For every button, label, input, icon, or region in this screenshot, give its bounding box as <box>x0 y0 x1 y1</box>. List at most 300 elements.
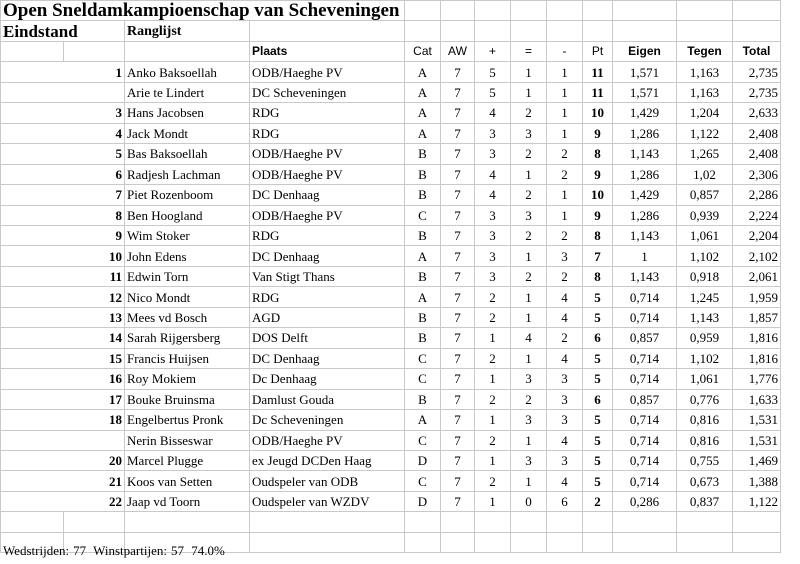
losses-cell[interactable]: 1 <box>547 82 583 102</box>
games-cell[interactable]: 7 <box>441 287 475 307</box>
club-cell[interactable]: DC Denhaag <box>250 185 405 205</box>
losses-cell[interactable]: 3 <box>547 450 583 470</box>
empty-cell[interactable] <box>733 532 781 552</box>
games-cell[interactable]: 7 <box>441 225 475 245</box>
category-cell[interactable]: A <box>405 287 441 307</box>
wins-cell[interactable]: 3 <box>475 144 511 164</box>
tegen-cell[interactable]: 0,816 <box>677 430 733 450</box>
draws-cell[interactable]: 2 <box>511 389 547 409</box>
club-cell[interactable]: Damlust Gouda <box>250 389 405 409</box>
losses-cell[interactable]: 6 <box>547 491 583 511</box>
wins-cell[interactable]: 3 <box>475 123 511 143</box>
wins-cell[interactable]: 2 <box>475 287 511 307</box>
games-cell[interactable]: 7 <box>441 410 475 430</box>
draws-cell[interactable]: 1 <box>511 287 547 307</box>
tegen-cell[interactable]: 1,122 <box>677 123 733 143</box>
rank-cell[interactable]: 4 <box>1 123 125 143</box>
points-cell[interactable]: 5 <box>583 287 613 307</box>
games-cell[interactable]: 7 <box>441 369 475 389</box>
club-cell[interactable]: RDG <box>250 225 405 245</box>
empty-cell[interactable] <box>583 532 613 552</box>
player-name-cell[interactable]: Edwin Torn <box>125 266 250 286</box>
games-cell[interactable]: 7 <box>441 450 475 470</box>
games-cell[interactable]: 7 <box>441 471 475 491</box>
player-name-cell[interactable]: Francis Huijsen <box>125 348 250 368</box>
player-name-cell[interactable]: Bas Baksoellah <box>125 144 250 164</box>
club-cell[interactable]: Oudspeler van WZDV <box>250 491 405 511</box>
wins-cell[interactable]: 2 <box>475 430 511 450</box>
eigen-cell[interactable]: 1,571 <box>613 82 677 102</box>
points-cell[interactable]: 11 <box>583 62 613 82</box>
empty-cell[interactable] <box>125 512 250 532</box>
empty-cell[interactable] <box>613 512 677 532</box>
eigen-cell[interactable]: 0,714 <box>613 287 677 307</box>
total-cell[interactable]: 2,286 <box>733 185 781 205</box>
player-name-cell[interactable]: Jack Mondt <box>125 123 250 143</box>
empty-cell[interactable] <box>511 512 547 532</box>
empty-cell[interactable] <box>64 512 125 532</box>
club-cell[interactable]: DC Scheveningen <box>250 82 405 102</box>
tegen-cell[interactable]: 0,918 <box>677 266 733 286</box>
eigen-cell[interactable]: 1,429 <box>613 103 677 123</box>
losses-cell[interactable]: 3 <box>547 410 583 430</box>
wins-cell[interactable]: 3 <box>475 246 511 266</box>
rank-cell[interactable]: 15 <box>1 348 125 368</box>
club-cell[interactable]: Dc Scheveningen <box>250 410 405 430</box>
eigen-cell[interactable]: 0,857 <box>613 328 677 348</box>
losses-cell[interactable]: 4 <box>547 348 583 368</box>
rank-cell[interactable]: 5 <box>1 144 125 164</box>
ranglijst-label[interactable]: Ranglijst <box>125 21 250 41</box>
draws-cell[interactable]: 1 <box>511 62 547 82</box>
club-cell[interactable]: RDG <box>250 103 405 123</box>
tegen-cell[interactable]: 0,939 <box>677 205 733 225</box>
player-name-cell[interactable]: Roy Mokiem <box>125 369 250 389</box>
category-cell[interactable]: B <box>405 144 441 164</box>
points-cell[interactable]: 5 <box>583 369 613 389</box>
eigen-cell[interactable]: 1,143 <box>613 266 677 286</box>
header-aw[interactable]: AW <box>441 41 475 61</box>
rank-cell[interactable] <box>1 430 125 450</box>
total-cell[interactable]: 2,224 <box>733 205 781 225</box>
rank-cell[interactable]: 12 <box>1 287 125 307</box>
games-cell[interactable]: 7 <box>441 144 475 164</box>
eigen-cell[interactable]: 0,714 <box>613 471 677 491</box>
wins-cell[interactable]: 4 <box>475 185 511 205</box>
tegen-cell[interactable]: 1,163 <box>677 62 733 82</box>
total-cell[interactable]: 1,959 <box>733 287 781 307</box>
category-cell[interactable]: B <box>405 164 441 184</box>
header-pt[interactable]: Pt <box>583 41 613 61</box>
draws-cell[interactable]: 1 <box>511 82 547 102</box>
eigen-cell[interactable]: 1,286 <box>613 164 677 184</box>
draws-cell[interactable]: 1 <box>511 246 547 266</box>
total-cell[interactable]: 2,306 <box>733 164 781 184</box>
player-name-cell[interactable]: Sarah Rijgersberg <box>125 328 250 348</box>
points-cell[interactable]: 8 <box>583 144 613 164</box>
player-name-cell[interactable]: Arie te Lindert <box>125 82 250 102</box>
rank-cell[interactable]: 18 <box>1 410 125 430</box>
empty-cell[interactable] <box>250 532 405 552</box>
points-cell[interactable]: 5 <box>583 430 613 450</box>
rank-cell[interactable]: 10 <box>1 246 125 266</box>
rank-cell[interactable]: 9 <box>1 225 125 245</box>
wins-cell[interactable]: 2 <box>475 471 511 491</box>
header-total[interactable]: Total <box>733 41 781 61</box>
losses-cell[interactable]: 4 <box>547 287 583 307</box>
points-cell[interactable]: 5 <box>583 471 613 491</box>
eigen-cell[interactable]: 0,714 <box>613 348 677 368</box>
eigen-cell[interactable]: 0,714 <box>613 410 677 430</box>
points-cell[interactable]: 6 <box>583 328 613 348</box>
club-cell[interactable]: ODB/Haeghe PV <box>250 164 405 184</box>
draws-cell[interactable]: 3 <box>511 410 547 430</box>
total-cell[interactable]: 1,531 <box>733 430 781 450</box>
wins-cell[interactable]: 5 <box>475 82 511 102</box>
draws-cell[interactable]: 2 <box>511 266 547 286</box>
total-cell[interactable]: 1,857 <box>733 307 781 327</box>
category-cell[interactable]: B <box>405 266 441 286</box>
tegen-cell[interactable]: 0,755 <box>677 450 733 470</box>
club-cell[interactable]: RDG <box>250 123 405 143</box>
player-name-cell[interactable]: Marcel Plugge <box>125 450 250 470</box>
rank-cell[interactable]: 21 <box>1 471 125 491</box>
wins-cell[interactable]: 3 <box>475 225 511 245</box>
eigen-cell[interactable]: 1 <box>613 246 677 266</box>
club-cell[interactable]: ODB/Haeghe PV <box>250 205 405 225</box>
tegen-cell[interactable]: 1,163 <box>677 82 733 102</box>
games-cell[interactable]: 7 <box>441 205 475 225</box>
points-cell[interactable]: 5 <box>583 348 613 368</box>
category-cell[interactable]: B <box>405 307 441 327</box>
empty-cell[interactable] <box>733 512 781 532</box>
tegen-cell[interactable]: 1,102 <box>677 246 733 266</box>
total-cell[interactable]: 2,204 <box>733 225 781 245</box>
rank-cell[interactable]: 13 <box>1 307 125 327</box>
losses-cell[interactable]: 2 <box>547 144 583 164</box>
empty-cell[interactable] <box>475 512 511 532</box>
total-cell[interactable]: 1,816 <box>733 328 781 348</box>
player-name-cell[interactable]: Koos van Setten <box>125 471 250 491</box>
draws-cell[interactable]: 1 <box>511 430 547 450</box>
club-cell[interactable]: Dc Denhaag <box>250 369 405 389</box>
eigen-cell[interactable]: 1,143 <box>613 225 677 245</box>
losses-cell[interactable]: 2 <box>547 164 583 184</box>
total-cell[interactable]: 2,102 <box>733 246 781 266</box>
rank-cell[interactable] <box>1 82 125 102</box>
games-cell[interactable]: 7 <box>441 389 475 409</box>
losses-cell[interactable]: 3 <box>547 389 583 409</box>
category-cell[interactable]: A <box>405 123 441 143</box>
tegen-cell[interactable]: 1,02 <box>677 164 733 184</box>
draws-cell[interactable]: 0 <box>511 491 547 511</box>
total-cell[interactable]: 1,388 <box>733 471 781 491</box>
losses-cell[interactable]: 3 <box>547 369 583 389</box>
points-cell[interactable]: 8 <box>583 266 613 286</box>
empty-cell[interactable] <box>547 512 583 532</box>
games-cell[interactable]: 7 <box>441 82 475 102</box>
wins-cell[interactable]: 1 <box>475 410 511 430</box>
empty-cell[interactable] <box>583 512 613 532</box>
rank-cell[interactable]: 8 <box>1 205 125 225</box>
eigen-cell[interactable]: 1,286 <box>613 123 677 143</box>
points-cell[interactable]: 5 <box>583 307 613 327</box>
wins-cell[interactable]: 2 <box>475 307 511 327</box>
player-name-cell[interactable]: Anko Baksoellah <box>125 62 250 82</box>
losses-cell[interactable]: 4 <box>547 430 583 450</box>
eigen-cell[interactable]: 0,714 <box>613 430 677 450</box>
games-cell[interactable]: 7 <box>441 123 475 143</box>
losses-cell[interactable]: 2 <box>547 266 583 286</box>
wins-cell[interactable]: 1 <box>475 328 511 348</box>
games-cell[interactable]: 7 <box>441 246 475 266</box>
losses-cell[interactable]: 1 <box>547 103 583 123</box>
eigen-cell[interactable]: 1,571 <box>613 62 677 82</box>
tegen-cell[interactable]: 0,673 <box>677 471 733 491</box>
rank-cell[interactable]: 11 <box>1 266 125 286</box>
tegen-cell[interactable]: 1,245 <box>677 287 733 307</box>
player-name-cell[interactable]: Nico Mondt <box>125 287 250 307</box>
category-cell[interactable]: B <box>405 225 441 245</box>
rank-cell[interactable]: 16 <box>1 369 125 389</box>
losses-cell[interactable]: 1 <box>547 205 583 225</box>
tegen-cell[interactable]: 1,061 <box>677 225 733 245</box>
player-name-cell[interactable]: Bouke Bruinsma <box>125 389 250 409</box>
draws-cell[interactable]: 2 <box>511 144 547 164</box>
draws-cell[interactable]: 2 <box>511 103 547 123</box>
empty-cell[interactable] <box>677 532 733 552</box>
points-cell[interactable]: 5 <box>583 410 613 430</box>
eigen-cell[interactable]: 0,714 <box>613 450 677 470</box>
empty-cell[interactable] <box>677 512 733 532</box>
wins-cell[interactable]: 5 <box>475 62 511 82</box>
games-cell[interactable]: 7 <box>441 491 475 511</box>
category-cell[interactable]: C <box>405 471 441 491</box>
points-cell[interactable]: 6 <box>583 389 613 409</box>
tegen-cell[interactable]: 0,837 <box>677 491 733 511</box>
header-minus[interactable]: - <box>547 41 583 61</box>
rank-cell[interactable]: 22 <box>1 491 125 511</box>
category-cell[interactable]: D <box>405 450 441 470</box>
rank-cell[interactable]: 14 <box>1 328 125 348</box>
club-cell[interactable]: RDG <box>250 287 405 307</box>
total-cell[interactable]: 1,816 <box>733 348 781 368</box>
header-eigen[interactable]: Eigen <box>613 41 677 61</box>
empty-cell[interactable] <box>475 532 511 552</box>
losses-cell[interactable]: 1 <box>547 62 583 82</box>
header-tegen[interactable]: Tegen <box>677 41 733 61</box>
empty-cell[interactable] <box>441 532 475 552</box>
club-cell[interactable]: AGD <box>250 307 405 327</box>
losses-cell[interactable]: 2 <box>547 328 583 348</box>
club-cell[interactable]: DC Denhaag <box>250 246 405 266</box>
total-cell[interactable]: 2,408 <box>733 144 781 164</box>
eigen-cell[interactable]: 0,714 <box>613 369 677 389</box>
draws-cell[interactable]: 4 <box>511 328 547 348</box>
total-cell[interactable]: 1,633 <box>733 389 781 409</box>
empty-cell[interactable] <box>613 532 677 552</box>
points-cell[interactable]: 11 <box>583 82 613 102</box>
draws-cell[interactable]: 3 <box>511 205 547 225</box>
eigen-cell[interactable]: 0,714 <box>613 307 677 327</box>
empty-cell[interactable] <box>405 532 441 552</box>
wins-cell[interactable]: 1 <box>475 369 511 389</box>
draws-cell[interactable]: 1 <box>511 471 547 491</box>
rank-cell[interactable]: 6 <box>1 164 125 184</box>
player-name-cell[interactable]: Radjesh Lachman <box>125 164 250 184</box>
sheet-title[interactable]: Open Sneldamkampioenschap van Scheveningen <box>1 1 405 21</box>
points-cell[interactable]: 10 <box>583 185 613 205</box>
player-name-cell[interactable]: Hans Jacobsen <box>125 103 250 123</box>
category-cell[interactable]: C <box>405 205 441 225</box>
total-cell[interactable]: 1,776 <box>733 369 781 389</box>
tegen-cell[interactable]: 1,265 <box>677 144 733 164</box>
total-cell[interactable]: 2,735 <box>733 82 781 102</box>
draws-cell[interactable]: 2 <box>511 225 547 245</box>
header-plus[interactable]: + <box>475 41 511 61</box>
header-eq[interactable]: = <box>511 41 547 61</box>
rank-cell[interactable]: 17 <box>1 389 125 409</box>
player-name-cell[interactable]: Piet Rozenboom <box>125 185 250 205</box>
points-cell[interactable]: 9 <box>583 164 613 184</box>
points-cell[interactable]: 9 <box>583 123 613 143</box>
games-cell[interactable]: 7 <box>441 103 475 123</box>
draws-cell[interactable]: 1 <box>511 348 547 368</box>
category-cell[interactable]: C <box>405 369 441 389</box>
points-cell[interactable]: 7 <box>583 246 613 266</box>
wins-cell[interactable]: 2 <box>475 389 511 409</box>
category-cell[interactable]: A <box>405 62 441 82</box>
tegen-cell[interactable]: 0,776 <box>677 389 733 409</box>
category-cell[interactable]: C <box>405 348 441 368</box>
empty-cell[interactable] <box>547 532 583 552</box>
wins-cell[interactable]: 1 <box>475 491 511 511</box>
empty-cell[interactable] <box>441 512 475 532</box>
club-cell[interactable]: ODB/Haeghe PV <box>250 144 405 164</box>
category-cell[interactable]: D <box>405 491 441 511</box>
tegen-cell[interactable]: 1,061 <box>677 369 733 389</box>
draws-cell[interactable]: 1 <box>511 307 547 327</box>
tegen-cell[interactable]: 1,204 <box>677 103 733 123</box>
draws-cell[interactable]: 1 <box>511 164 547 184</box>
tegen-cell[interactable]: 0,959 <box>677 328 733 348</box>
wins-cell[interactable]: 3 <box>475 205 511 225</box>
total-cell[interactable]: 1,531 <box>733 410 781 430</box>
club-cell[interactable]: DOS Delft <box>250 328 405 348</box>
player-name-cell[interactable]: Jaap vd Toorn <box>125 491 250 511</box>
total-cell[interactable]: 2,408 <box>733 123 781 143</box>
player-name-cell[interactable]: Nerin Bisseswar <box>125 430 250 450</box>
points-cell[interactable]: 10 <box>583 103 613 123</box>
points-cell[interactable]: 8 <box>583 225 613 245</box>
games-cell[interactable]: 7 <box>441 328 475 348</box>
category-cell[interactable]: B <box>405 389 441 409</box>
tegen-cell[interactable]: 0,857 <box>677 185 733 205</box>
empty-cell[interactable] <box>250 512 405 532</box>
player-name-cell[interactable]: Ben Hoogland <box>125 205 250 225</box>
category-cell[interactable]: A <box>405 103 441 123</box>
player-name-cell[interactable]: John Edens <box>125 246 250 266</box>
empty-cell[interactable] <box>1 512 64 532</box>
draws-cell[interactable]: 3 <box>511 123 547 143</box>
rank-cell[interactable]: 1 <box>1 62 125 82</box>
player-name-cell[interactable]: Engelbertus Pronk <box>125 410 250 430</box>
games-cell[interactable]: 7 <box>441 430 475 450</box>
rank-cell[interactable]: 20 <box>1 450 125 470</box>
club-cell[interactable]: Van Stigt Thans <box>250 266 405 286</box>
games-cell[interactable]: 7 <box>441 266 475 286</box>
wins-cell[interactable]: 2 <box>475 348 511 368</box>
draws-cell[interactable]: 3 <box>511 369 547 389</box>
rank-cell[interactable]: 3 <box>1 103 125 123</box>
wins-cell[interactable]: 3 <box>475 266 511 286</box>
player-name-cell[interactable]: Wim Stoker <box>125 225 250 245</box>
points-cell[interactable]: 9 <box>583 205 613 225</box>
total-cell[interactable]: 2,061 <box>733 266 781 286</box>
losses-cell[interactable]: 3 <box>547 246 583 266</box>
games-cell[interactable]: 7 <box>441 348 475 368</box>
points-cell[interactable]: 5 <box>583 450 613 470</box>
games-cell[interactable]: 7 <box>441 307 475 327</box>
category-cell[interactable]: A <box>405 246 441 266</box>
tegen-cell[interactable]: 1,102 <box>677 348 733 368</box>
category-cell[interactable]: B <box>405 328 441 348</box>
category-cell[interactable]: B <box>405 185 441 205</box>
draws-cell[interactable]: 3 <box>511 450 547 470</box>
points-cell[interactable]: 2 <box>583 491 613 511</box>
header-plaats[interactable]: Plaats <box>250 41 405 61</box>
club-cell[interactable]: ex Jeugd DCDen Haag <box>250 450 405 470</box>
wins-cell[interactable]: 4 <box>475 164 511 184</box>
eigen-cell[interactable]: 0,286 <box>613 491 677 511</box>
category-cell[interactable]: A <box>405 410 441 430</box>
rank-cell[interactable]: 7 <box>1 185 125 205</box>
losses-cell[interactable]: 4 <box>547 471 583 491</box>
header-cat[interactable]: Cat <box>405 41 441 61</box>
games-cell[interactable]: 7 <box>441 185 475 205</box>
eindstand-label[interactable]: Eindstand <box>1 21 125 41</box>
losses-cell[interactable]: 1 <box>547 185 583 205</box>
games-cell[interactable]: 7 <box>441 164 475 184</box>
games-cell[interactable]: 7 <box>441 62 475 82</box>
empty-cell[interactable] <box>405 512 441 532</box>
draws-cell[interactable]: 2 <box>511 185 547 205</box>
total-cell[interactable]: 2,633 <box>733 103 781 123</box>
category-cell[interactable]: C <box>405 430 441 450</box>
category-cell[interactable]: A <box>405 82 441 102</box>
tegen-cell[interactable]: 0,816 <box>677 410 733 430</box>
club-cell[interactable]: DC Denhaag <box>250 348 405 368</box>
eigen-cell[interactable]: 1,143 <box>613 144 677 164</box>
losses-cell[interactable]: 4 <box>547 307 583 327</box>
club-cell[interactable]: Oudspeler van ODB <box>250 471 405 491</box>
wins-cell[interactable]: 4 <box>475 103 511 123</box>
wins-cell[interactable]: 1 <box>475 450 511 470</box>
player-name-cell[interactable]: Mees vd Bosch <box>125 307 250 327</box>
total-cell[interactable]: 1,122 <box>733 491 781 511</box>
losses-cell[interactable]: 1 <box>547 123 583 143</box>
club-cell[interactable]: ODB/Haeghe PV <box>250 62 405 82</box>
total-cell[interactable]: 2,735 <box>733 62 781 82</box>
empty-cell[interactable] <box>511 532 547 552</box>
club-cell[interactable]: ODB/Haeghe PV <box>250 430 405 450</box>
total-cell[interactable]: 1,469 <box>733 450 781 470</box>
tegen-cell[interactable]: 1,143 <box>677 307 733 327</box>
eigen-cell[interactable]: 0,857 <box>613 389 677 409</box>
eigen-cell[interactable]: 1,286 <box>613 205 677 225</box>
losses-cell[interactable]: 2 <box>547 225 583 245</box>
eigen-cell[interactable]: 1,429 <box>613 185 677 205</box>
